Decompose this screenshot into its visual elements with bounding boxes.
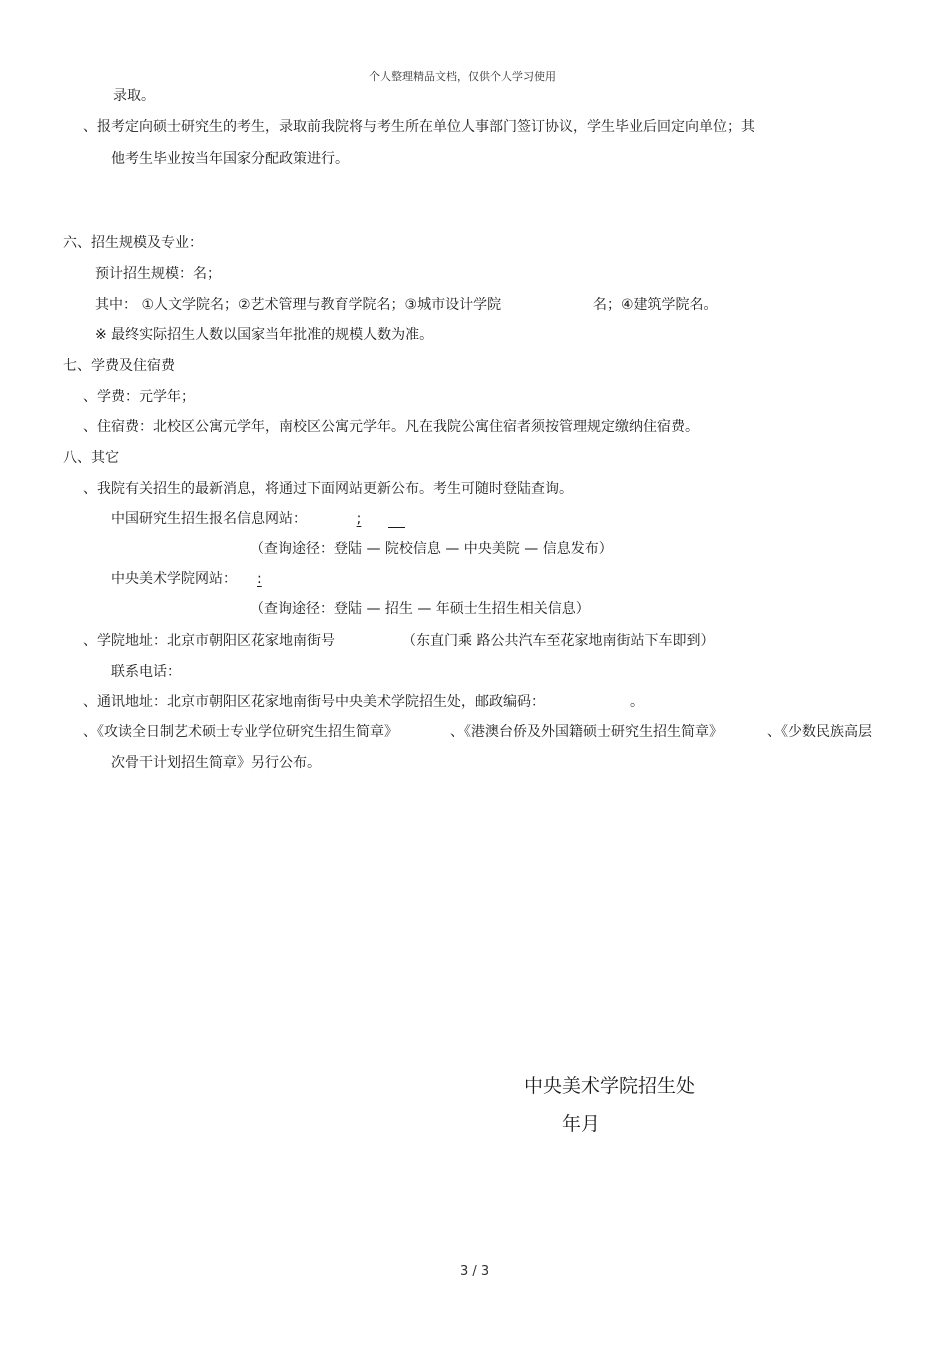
page-number: 3 / 3 [460, 1264, 490, 1279]
note-line: ※ 最终实际招生人数以国家当年批准的规模人数为准。 [95, 327, 434, 343]
signature-org: 中央美术学院招生处 [524, 1075, 696, 1097]
text-line: 他考生毕业按当年国家分配政策进行。 [111, 151, 349, 167]
website-label: 中央美术学院网站： [111, 571, 237, 587]
underline-blank [388, 527, 405, 528]
text-line: 、学院地址：北京市朝阳区花家地南街号 [83, 633, 335, 649]
text-line: 。 [630, 694, 644, 710]
section-heading: 七、学费及住宿费 [63, 358, 175, 374]
text-line: 、住宿费：北校区公寓元学年，南校区公寓元学年。凡在我院公寓住宿者须按管理规定缴纳住宿费。 [83, 419, 699, 435]
text-line: 、报考定向硕士研究生的考生，录取前我院将与考生所在单位人事部门签订协议，学生毕业后回定向单位；其 [83, 119, 755, 135]
text-line: 联系电话： [111, 664, 181, 680]
text-line: 、《攻读全日制艺术硕士专业学位研究生招生简章》 [83, 724, 398, 740]
text-line: 名；④建筑学院名。 [593, 297, 718, 313]
section-heading: 八、其它 [63, 450, 119, 466]
text-line: 预计招生规模：名； [95, 266, 221, 282]
text-line: 、我院有关招生的最新消息，将通过下面网站更新公布。考生可随时登陆查询。 [83, 481, 573, 497]
text-line: 、《少数民族高层 [767, 724, 872, 740]
query-path: （查询途径：登陆 — 招生 — 年硕士生招生相关信息） [250, 601, 590, 617]
text-line: 、通讯地址：北京市朝阳区花家地南街号中央美术学院招生处，邮政编码： [83, 694, 545, 710]
website-link[interactable]: : [257, 571, 262, 587]
text-line: 次骨干计划招生简章》另行公布。 [111, 755, 321, 771]
website-label: 中国研究生招生报名信息网站： [111, 511, 307, 527]
text-line: 、学费：元学年； [83, 389, 195, 405]
text-line: 其中： ①人文学院名；②艺术管理与教育学院名；③城市设计学院 [95, 297, 502, 313]
signature-date: 年月 [562, 1113, 601, 1135]
text-line: 、《港澳台侨及外国籍硕士研究生招生简章》 [450, 724, 723, 740]
query-path: （查询途径：登陆 — 院校信息 — 中央美院 — 信息发布） [250, 541, 613, 557]
text-line: （东直门乘 路公共汽车至花家地南街站下车即到） [402, 633, 715, 649]
text-line: 录取。 [113, 88, 155, 104]
section-heading: 六、招生规模及专业： [63, 235, 203, 251]
page-header: 个人整理精品文档，仅供个人学习使用 [369, 70, 556, 83]
website-link[interactable]: ; [356, 511, 362, 527]
